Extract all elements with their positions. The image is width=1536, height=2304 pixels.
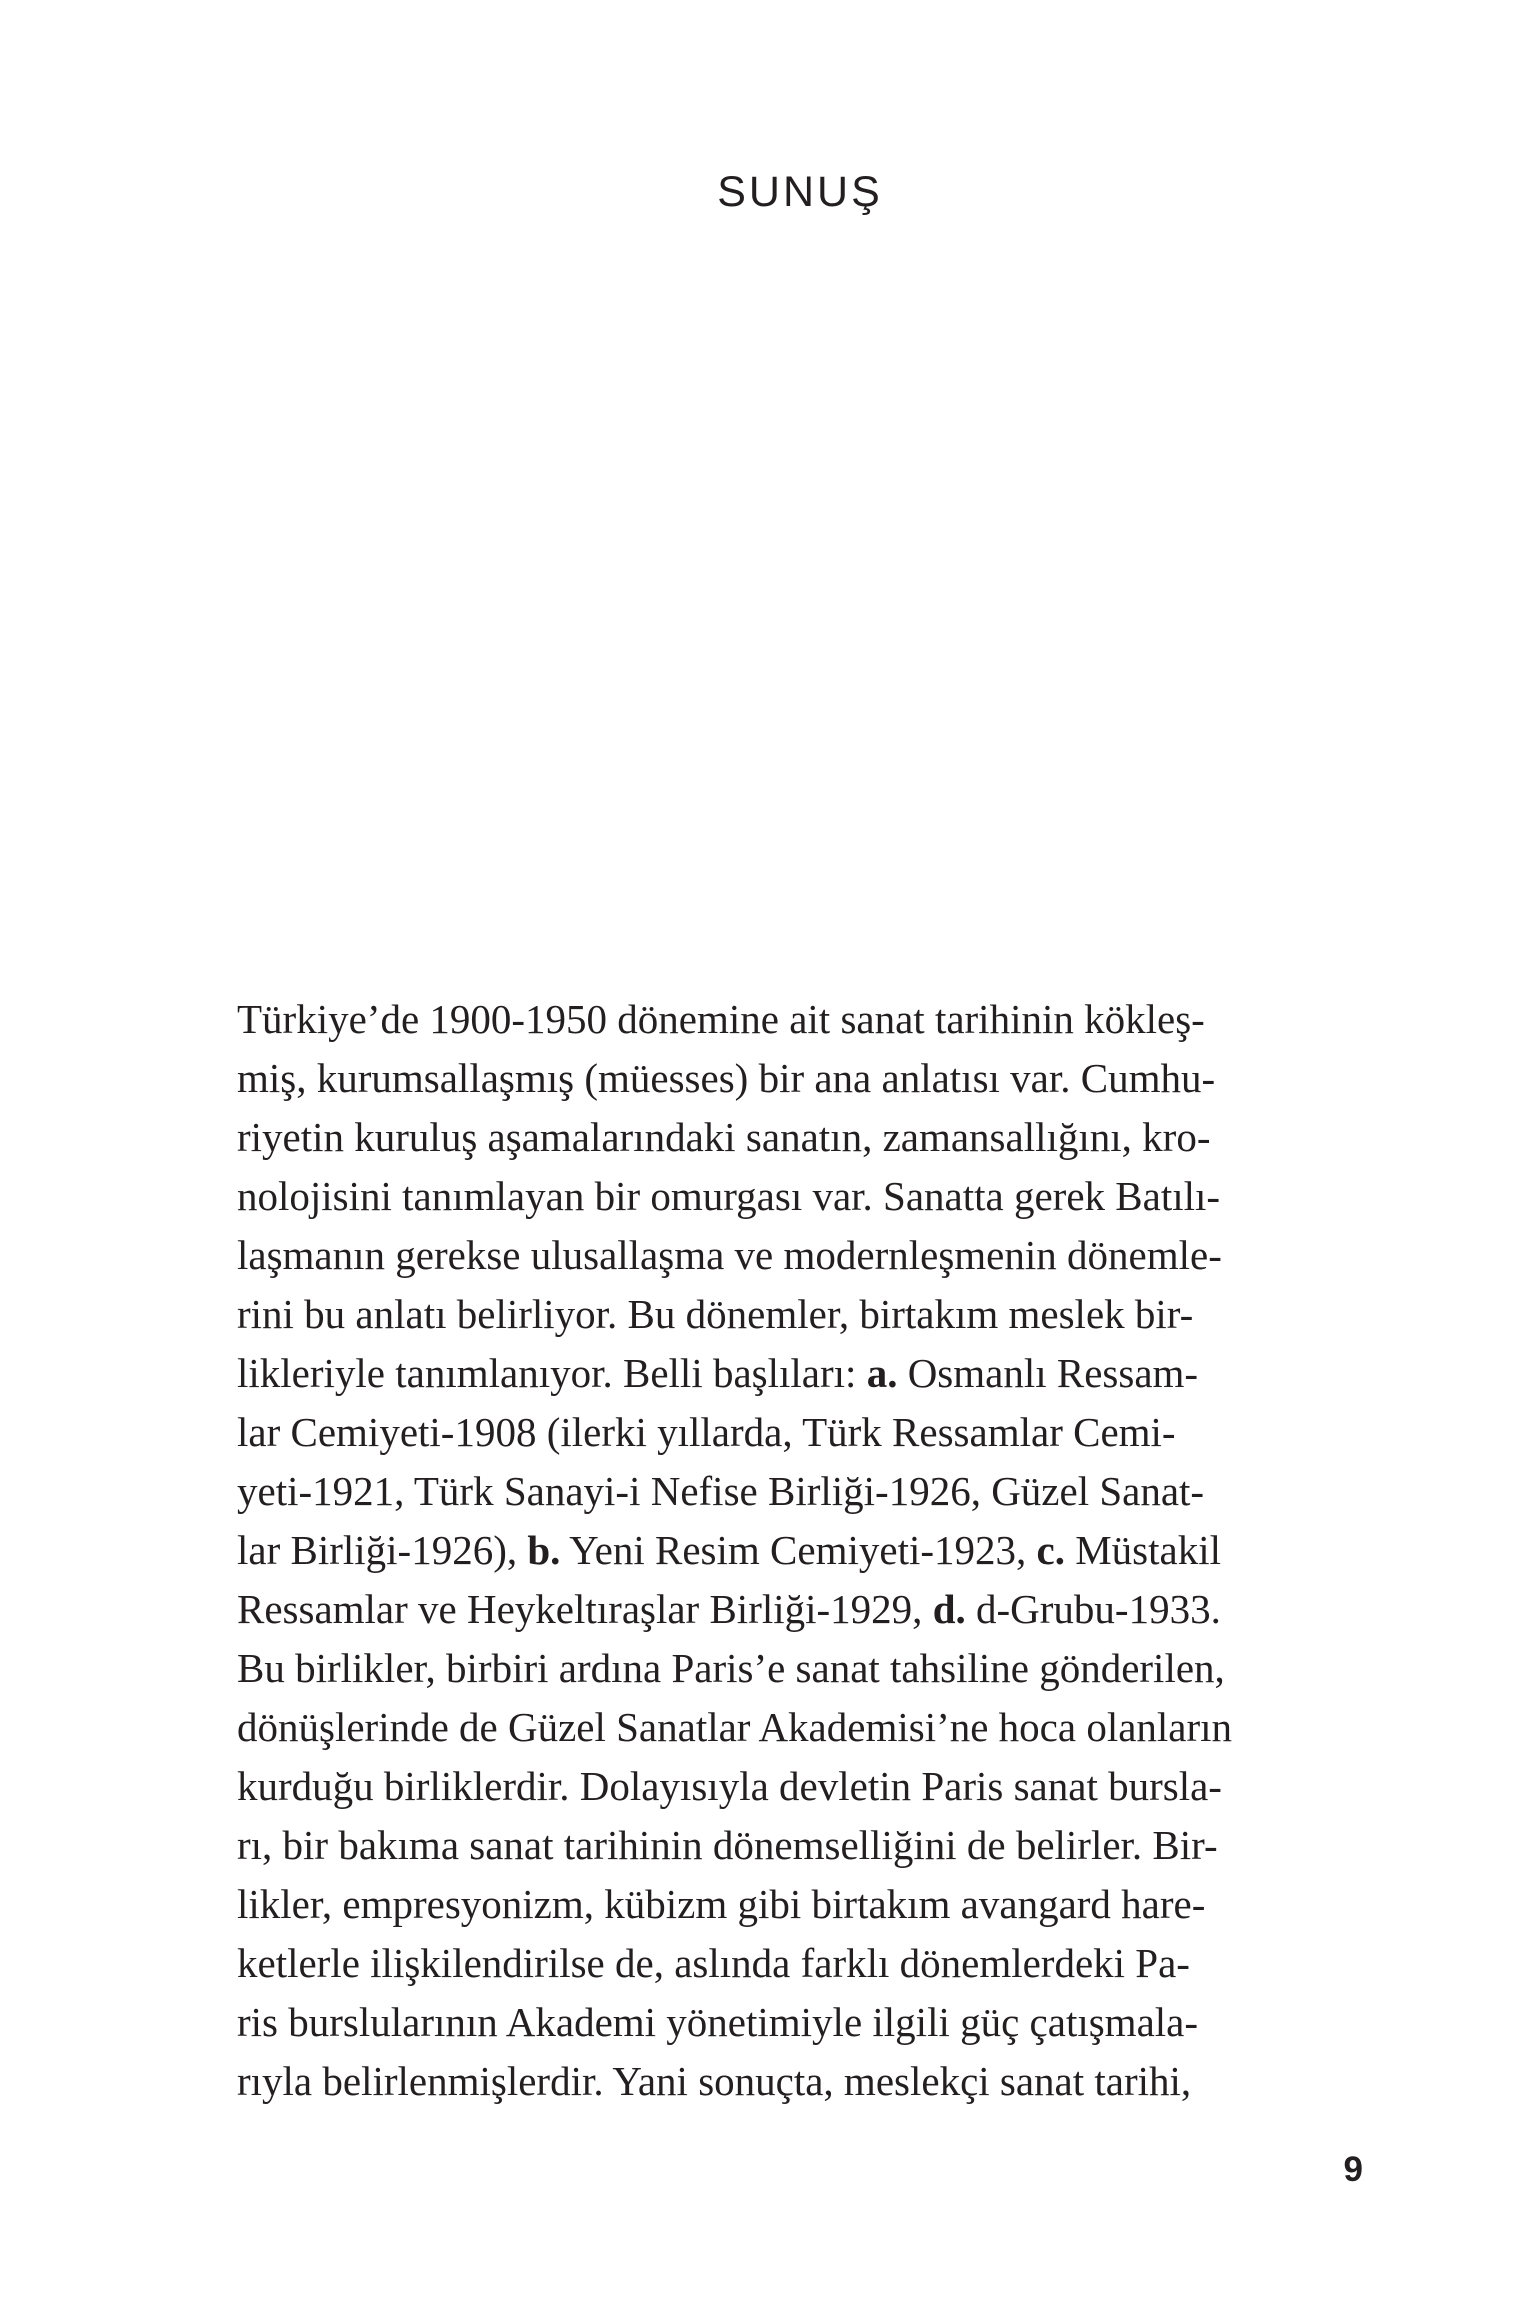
paragraph-line — [237, 1108, 1363, 1167]
paragraph-line — [237, 1285, 1363, 1344]
paragraph-line — [237, 1934, 1363, 1993]
list-marker-bold: b. — [527, 1527, 561, 1573]
paragraph-line — [237, 1698, 1363, 1757]
text-segment: rı, bir bakıma sanat tarihinin dönemselliğini de belirler. Bir- — [237, 1822, 1218, 1868]
text-segment: rıyla belirlenmişlerdir. Yani sonuçta, meslekçi sanat tarihi, — [237, 2058, 1192, 2104]
page-number: 9 — [1343, 2150, 1363, 2189]
paragraph-line — [237, 1816, 1363, 1875]
list-marker-bold: c. — [1036, 1527, 1065, 1573]
text-segment: riyetin kuruluş aşamalarındaki sanatın, zamansallığını, kro- — [237, 1114, 1211, 1160]
paragraph-line — [237, 1757, 1363, 1816]
paragraph-line — [237, 1344, 1363, 1403]
text-segment: kurduğu birliklerdir. Dolayısıyla devletin Paris sanat bursla- — [237, 1763, 1222, 1809]
paragraph-line — [237, 1049, 1363, 1108]
text-segment: d-Grubu-1933. — [965, 1586, 1221, 1632]
paragraph-line — [237, 1639, 1363, 1698]
text-segment: miş, kurumsallaşmış (müesses) bir ana anlatısı var. Cumhu- — [237, 1055, 1216, 1101]
text-segment: lar Cemiyeti-1908 (ilerki yıllarda, Türk Ressamlar Cemi- — [237, 1409, 1176, 1455]
text-segment: Osmanlı Ressam- — [897, 1350, 1199, 1396]
text-segment: dönüşlerinde de Güzel Sanatlar Akademisi’ne hoca olanların — [237, 1704, 1233, 1750]
text-segment: lar Birliği-1926), — [237, 1527, 528, 1573]
list-marker-bold: d. — [932, 1586, 966, 1632]
chapter-title: SUNUŞ — [717, 168, 883, 216]
paragraph-line — [237, 2052, 1363, 2111]
body-paragraph — [237, 990, 1363, 2111]
text-segment: nolojisini tanımlayan bir omurgası var. Sanatta gerek Batılı- — [237, 1173, 1221, 1219]
text-segment: ketlerle ilişkilendirilse de, aslında farklı dönemlerdeki Pa- — [237, 1940, 1190, 1986]
paragraph-line — [237, 1226, 1363, 1285]
paragraph-line — [237, 1875, 1363, 1934]
list-marker-bold: a. — [866, 1350, 898, 1396]
text-segment: Yeni Resim Cemiyeti-1923, — [560, 1527, 1037, 1573]
text-segment: likler, empresyonizm, kübizm gibi birtakım avangard hare- — [237, 1881, 1206, 1927]
text-segment: Ressamlar ve Heykeltıraşlar Birliği-1929, — [237, 1586, 933, 1632]
text-segment: laşmanın gerekse ulusallaşma ve modernleşmenin dönemle- — [237, 1232, 1222, 1278]
text-segment: Bu birlikler, birbiri ardına Paris’e sanat tahsiline gönderilen, — [237, 1645, 1225, 1691]
paragraph-line — [237, 990, 1363, 1049]
text-segment: ris burslularının Akademi yönetimiyle ilgili güç çatışmala- — [237, 1999, 1199, 2045]
paragraph-line — [237, 1993, 1363, 2052]
paragraph-line — [237, 1580, 1363, 1639]
text-segment: Müstakil — [1064, 1527, 1222, 1573]
text-segment: rini bu anlatı belirliyor. Bu dönemler, birtakım meslek bir- — [237, 1291, 1194, 1337]
paragraph-line — [237, 1462, 1363, 1521]
text-segment: Türkiye’de 1900-1950 dönemine ait sanat tarihinin kökleş- — [237, 996, 1205, 1042]
paragraph-line — [237, 1521, 1363, 1580]
text-segment: likleriyle tanımlanıyor. Belli başlıları: — [237, 1350, 867, 1396]
paragraph-line — [237, 1403, 1363, 1462]
text-segment: yeti-1921, Türk Sanayi-i Nefise Birliği-1926, Güzel Sanat- — [237, 1468, 1205, 1514]
paragraph-line — [237, 1167, 1363, 1226]
